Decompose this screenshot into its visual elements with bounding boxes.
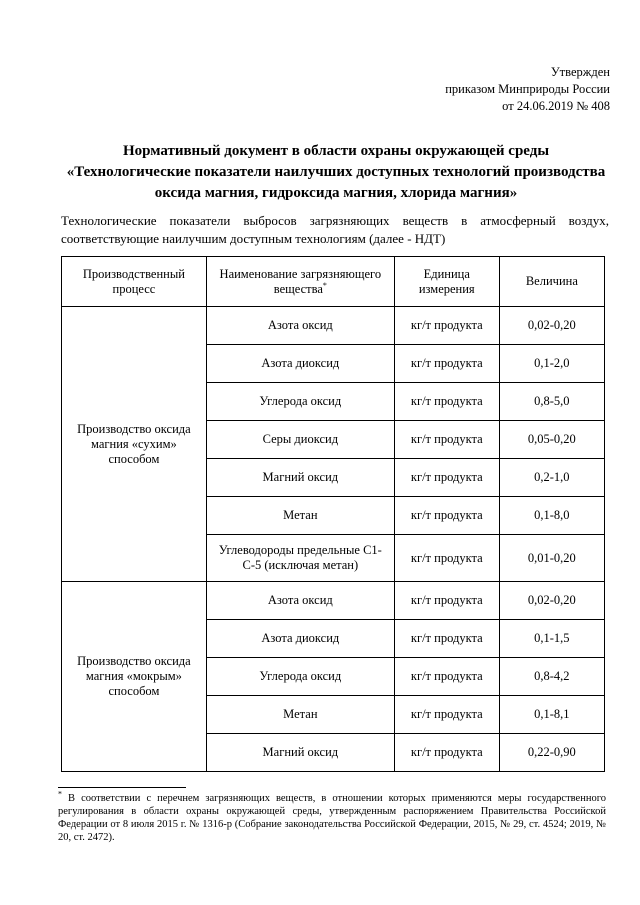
document-title [40,141,632,204]
substance-cell: Метан [206,497,394,535]
unit-cell: кг/т продукта [394,307,499,345]
substance-cell: Углерода оксид [206,383,394,421]
unit-cell: кг/т продукта [394,696,499,734]
substance-cell: Углерода оксид [206,658,394,696]
table-row [62,582,605,620]
unit-cell: кг/т продукта [394,421,499,459]
value-cell: 0,01-0,20 [499,535,604,582]
intro-paragraph [61,212,609,248]
substance-cell: Метан [206,696,394,734]
header-process: Производственный процесс [62,257,207,307]
substance-cell: Магний оксид [206,734,394,772]
approval-line: Утвержден [550,65,610,79]
substance-cell: Азота диоксид [206,345,394,383]
unit-cell: кг/т продукта [394,582,499,620]
substance-cell: Магний оксид [206,459,394,497]
value-cell: 0,22-0,90 [499,734,604,772]
header-unit: Единица измерения [394,257,499,307]
substance-cell: Углеводороды предельные С1-С-5 (исключая метан) [206,535,394,582]
substance-cell: Азота диоксид [206,620,394,658]
value-cell: 0,1-8,0 [499,497,604,535]
approval-block [310,64,610,115]
footnote-text: В соответствии с перечнем загрязняющих веществ, в отношении которых применяются меры государственного регулирования в области охраны окружающей среды, утвержденным распоряжением Правительства Российской Федерации от 8 июля 2015 г. № 1316-р (Собрание законодательства Российской Федерации, 2015, № 29, ст. 4524; 2019, № 20, ст. 2472). [58,793,606,843]
value-cell: 0,02-0,20 [499,582,604,620]
unit-cell: кг/т продукта [394,734,499,772]
footnote-mark: * [322,280,327,290]
value-cell: 0,05-0,20 [499,421,604,459]
unit-cell: кг/т продукта [394,658,499,696]
table-header-row [62,257,605,307]
emissions-table [61,256,605,772]
substance-cell: Азота оксид [206,582,394,620]
title-line: «Технологические показатели наилучших доступных технологий производства [66,164,606,180]
title-line: Нормативный документ в области охраны окружающей среды [122,143,550,159]
unit-cell: кг/т продукта [394,535,499,582]
value-cell: 0,1-1,5 [499,620,604,658]
table-row [62,307,605,345]
footnote [58,789,606,844]
unit-cell: кг/т продукта [394,620,499,658]
intro-line: Технологические показатели выбросов загрязняющих веществ в атмосферный воздух, [61,213,609,228]
substance-cell: Серы диоксид [206,421,394,459]
header-substance-label: Наименование загрязняющего вещества [219,266,382,296]
header-value: Величина [499,257,604,307]
header-substance [206,257,394,307]
substance-cell: Азота оксид [206,307,394,345]
unit-cell: кг/т продукта [394,345,499,383]
footnote-divider [58,787,186,788]
process-cell: Производство оксида магния «сухим» способом [62,307,207,582]
title-line: оксида магния, гидроксида магния, хлорида магния» [154,185,518,201]
intro-line: соответствующие наилучшим доступным технологиям (далее - НДТ) [61,231,446,246]
value-cell: 0,1-2,0 [499,345,604,383]
process-cell: Производство оксида магния «мокрым» способом [62,582,207,772]
value-cell: 0,8-4,2 [499,658,604,696]
unit-cell: кг/т продукта [394,383,499,421]
value-cell: 0,8-5,0 [499,383,604,421]
value-cell: 0,2-1,0 [499,459,604,497]
approval-line: приказом Минприроды России [445,82,610,96]
value-cell: 0,1-8,1 [499,696,604,734]
unit-cell: кг/т продукта [394,459,499,497]
footnote-mark: * [58,789,62,799]
value-cell: 0,02-0,20 [499,307,604,345]
unit-cell: кг/т продукта [394,497,499,535]
approval-line: от 24.06.2019 № 408 [502,99,610,113]
